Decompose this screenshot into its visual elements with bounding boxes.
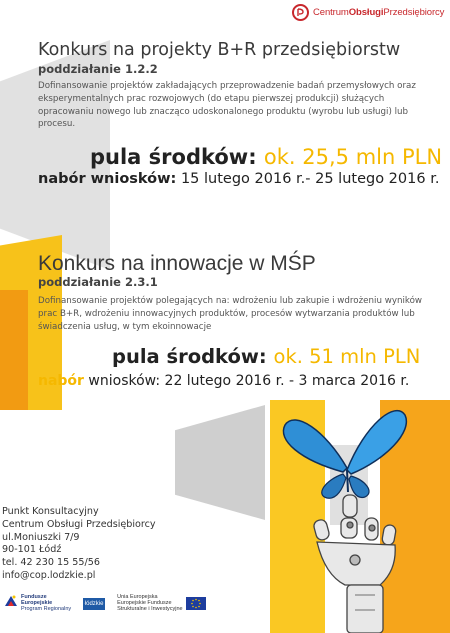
competition1-description: Dofinansowanie projektów zakładających przeprowadzenie badań przemysłowych oraz eksperymentalnych prac rozwojowych (do etapu pierwszej produkcji) służących opracowaniu nowego lub znacząco udoskonalonego produktu (wyrobu lub usługi) lub procesu.	[38, 81, 416, 130]
competition2-funds-amount: ok. 51 mln PLN	[273, 345, 421, 368]
competition2-title: Konkurs na innowacje w MŚP	[38, 252, 316, 275]
competition1-title: Konkurs na projekty B+R przedsiębiorstw	[38, 40, 401, 60]
footer-logos	[4, 594, 206, 612]
lodzkie-logo: łódzkie	[83, 598, 105, 610]
competition1-funds-label: pula środków:	[90, 145, 257, 169]
eu-logo	[117, 594, 205, 612]
contact-line-city: 90-101 Łódź	[2, 544, 62, 556]
competition2-funds	[112, 345, 420, 368]
robot-hand-icon	[313, 495, 397, 633]
funds-line-1: Fundusze	[21, 594, 47, 600]
contact-line-office: Punkt Konsultacyjny	[2, 506, 99, 517]
cop-logo-icon	[292, 4, 309, 21]
european-funds-icon	[4, 594, 18, 608]
competition2-call-label-2: wniosków:	[88, 373, 161, 389]
competition2-call	[38, 373, 409, 389]
ue-line-1: Unia Europejska	[117, 594, 158, 600]
competition1-call-label: nabór wniosków:	[38, 171, 177, 187]
eu-flag-icon	[186, 597, 206, 610]
competition1-subtitle: poddziałanie 1.2.2	[38, 62, 158, 76]
funds-europe-logo	[4, 594, 71, 612]
contact-line-organization: Centrum Obsługi Przedsiębiorcy	[2, 518, 156, 530]
cop-logo-text: CentrumObsługiPrzedsiębiorcy	[313, 6, 445, 18]
competition2-funds-label: pula środków:	[112, 345, 267, 368]
competition1-call-dates: 15 lutego 2016 r.- 25 lutego 2016 r.	[180, 171, 440, 187]
competition1-funds	[90, 145, 442, 169]
robot-hand-butterfly-illustration	[255, 400, 450, 633]
funds-line-3: Program Regionalny	[21, 606, 72, 612]
competition2-call-label-1: nabór	[38, 373, 84, 389]
contact-block	[2, 506, 156, 583]
butterfly-icon	[283, 411, 406, 499]
ue-line-2: Europejskie Fundusze	[117, 600, 172, 606]
competition1-funds-amount: ok. 25,5 mln PLN	[263, 145, 443, 169]
decorative-grey-shape-middle	[175, 405, 265, 520]
competition2-subtitle: poddziałanie 2.3.1	[38, 275, 158, 289]
decorative-orange-shape-left	[0, 290, 28, 410]
competition2-call-dates: 22 lutego 2016 r. - 3 marca 2016 r.	[164, 373, 410, 389]
competition2-description: Dofinansowanie projektów polegających na: wdrożeniu lub zakupie i wdrożeniu wyników prac B+R, wdrożeniu innowacyjnych produktów, procesów wytwarzania produktów lub świadczenia usług, w tym ekoinnowacje	[38, 296, 423, 332]
ue-line-3: Strukturalne i Inwestycyjne	[117, 606, 183, 612]
funds-line-2: Europejskie	[21, 600, 53, 606]
competition1-call	[38, 171, 439, 187]
contact-line-street: ul.Moniuszki 7/9	[2, 531, 80, 543]
contact-line-email[interactable]: info@cop.lodzkie.pl	[2, 569, 96, 581]
contact-line-phone: tel. 42 230 15 55/56	[2, 557, 100, 569]
cop-logo	[292, 2, 444, 22]
